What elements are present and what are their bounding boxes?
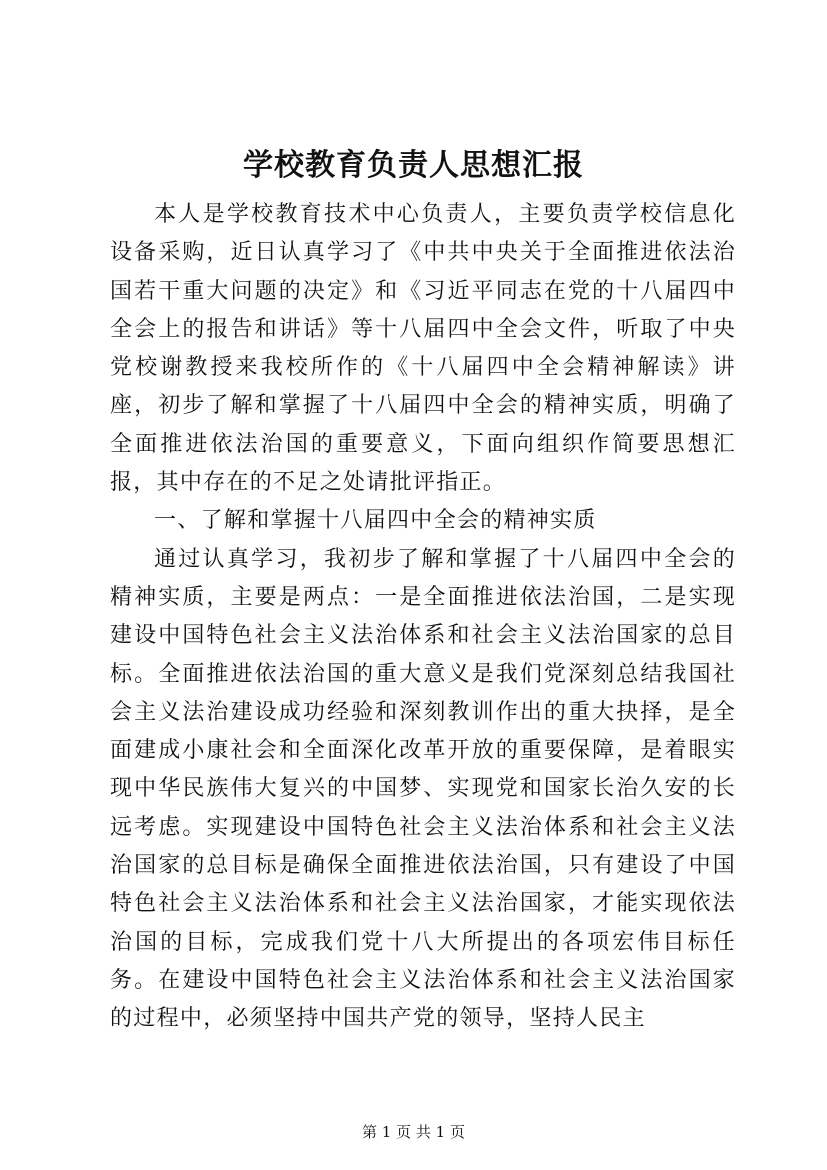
intro-paragraph: 本人是学校教育技术中心负责人，主要负责学校信息化设备采购，近日认真学习了《中共中央关于全面推进依法治国若干重大问题的决定》和《习近平同志在党的十八届四中全会上的报告和讲话》等十八届四中全会文件，听取了中央党校谢教授来我校所作的《十八届四中全会精神解读》讲座，初步了解和掌握了十八届四中全会的精神实质，明确了全面推进依法治国的重要意义，下面向组织作简要思想汇报，其中存在的不足之处请批评指正。 <box>110 202 736 496</box>
page-footer: 第 1 页 共 1 页 <box>362 1123 465 1141</box>
document-title: 学校教育负责人思想汇报 <box>243 148 584 183</box>
document-body <box>110 196 736 1039</box>
section-paragraph: 通过认真学习，我初步了解和掌握了十八届四中全会的精神实质，主要是两点：一是全面推进依法治国，二是实现建设中国特色社会主义法治体系和社会主义法治国家的总目标。全面推进依法治国的重大意义是我们党深刻总结我国社会主义法治建设成功经验和深刻教训作出的重大抉择，是全面建成小康社会和全面深化改革开放的重要保障，是着眼实现中华民族伟大复兴的中国梦、实现党和国家长治久安的长远考虑。实现建设中国特色社会主义法治体系和社会主义法治国家的总目标是确保全面推进依法治国，只有建设了中国特色社会主义法治体系和社会主义法治国家，才能实现依法治国的目标，完成我们党十八大所提出的各项宏伟目标任务。在建设中国特色社会主义法治体系和社会主义法治国家的过程中，必须坚持中国共产党的领导，坚持人民主 <box>110 546 736 1032</box>
section-heading: 一、了解和掌握十八届四中全会的精神实质 <box>154 508 597 534</box>
